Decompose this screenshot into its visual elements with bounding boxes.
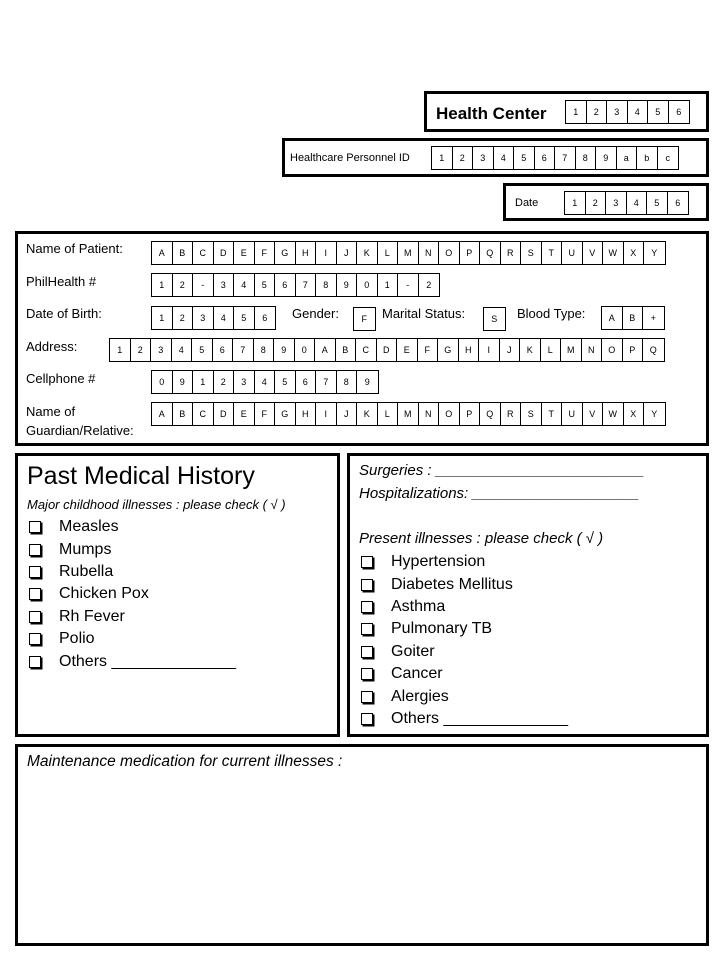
char-cell[interactable]: 1	[152, 274, 173, 296]
char-cell[interactable]: H	[296, 403, 317, 425]
patient-name-label: Name of Patient:	[26, 241, 123, 256]
char-cell[interactable]: H	[296, 242, 317, 264]
char-cell[interactable]: Q	[480, 403, 501, 425]
gender-cells[interactable]	[353, 307, 376, 331]
char-cell[interactable]: P	[460, 403, 481, 425]
char-cell[interactable]: 8	[254, 339, 275, 361]
char-cell[interactable]: 5	[514, 147, 535, 169]
char-cell[interactable]: D	[214, 403, 235, 425]
char-cell[interactable]: A	[152, 403, 173, 425]
past-history-title: Past Medical History	[27, 462, 255, 490]
health-center-cells[interactable]	[565, 100, 690, 124]
char-cell[interactable]: P	[623, 339, 644, 361]
checklist-item[interactable]	[361, 573, 701, 595]
char-cell[interactable]: 2	[586, 192, 607, 214]
present-illness-instruction: Present illnesses : please check ( √ )	[359, 530, 604, 547]
char-cell[interactable]: 6	[535, 147, 556, 169]
char-cell[interactable]: D	[377, 339, 398, 361]
char-cell[interactable]: A	[315, 339, 336, 361]
char-cell[interactable]: Y	[651, 248, 658, 258]
present-illness-box	[347, 453, 709, 737]
marital-status-cells[interactable]	[483, 307, 506, 331]
char-cell[interactable]: 9	[274, 339, 295, 361]
char-cell[interactable]: M	[398, 403, 419, 425]
checklist-item-label: Others ______________	[391, 709, 569, 727]
patient-info-box	[15, 231, 709, 446]
char-cell[interactable]: L	[541, 339, 562, 361]
char-cell[interactable]: 4	[494, 147, 515, 169]
checklist-item-label: Polio	[59, 630, 95, 648]
checklist-item-label: Pulmonary TB	[391, 620, 493, 638]
guardian-cells[interactable]	[151, 402, 666, 426]
char-cell[interactable]: U	[562, 403, 583, 425]
char-cell[interactable]: 1	[110, 339, 131, 361]
char-cell[interactable]: 3	[193, 307, 214, 329]
checkbox-icon[interactable]	[29, 656, 41, 668]
char-cell[interactable]: V	[583, 403, 604, 425]
date-label: Date	[515, 197, 539, 209]
char-cell[interactable]: E	[234, 403, 255, 425]
char-cell[interactable]: C	[356, 339, 377, 361]
char-cell[interactable]: b	[637, 147, 658, 169]
char-cell[interactable]: 8	[576, 147, 597, 169]
gender-label: Gender:	[292, 306, 339, 321]
checkbox-icon[interactable]	[29, 633, 41, 645]
char-cell[interactable]: 4	[628, 101, 649, 123]
char-cell[interactable]: 9	[364, 377, 370, 387]
past-history-box	[15, 453, 340, 737]
address-label: Address:	[26, 339, 78, 354]
char-cell[interactable]: 2	[131, 339, 152, 361]
childhood-illness-list	[29, 516, 329, 673]
char-cell[interactable]: I	[479, 339, 500, 361]
char-cell[interactable]: G	[438, 339, 459, 361]
char-cell[interactable]: H	[459, 339, 480, 361]
char-cell[interactable]: D	[214, 242, 235, 264]
char-cell[interactable]: 5	[234, 307, 255, 329]
char-cell[interactable]: 5	[275, 371, 296, 393]
checkbox-icon[interactable]	[361, 556, 373, 568]
char-cell[interactable]: 1	[566, 101, 587, 123]
personnel-id-cells[interactable]	[431, 146, 679, 170]
char-cell[interactable]: S	[521, 242, 542, 264]
char-cell[interactable]: I	[316, 403, 337, 425]
char-cell[interactable]: 6	[275, 274, 296, 296]
checkbox-icon[interactable]	[361, 646, 373, 658]
char-cell[interactable]: 1	[432, 147, 453, 169]
maintenance-title: Maintenance medication for current illnesses :	[27, 753, 343, 770]
char-cell[interactable]: B	[336, 339, 357, 361]
checkbox-icon[interactable]	[361, 691, 373, 703]
char-cell[interactable]: -	[193, 274, 214, 296]
checkbox-icon[interactable]	[29, 566, 41, 578]
char-cell[interactable]: 6	[262, 313, 268, 323]
marital-status-label: Marital Status:	[382, 306, 466, 321]
char-cell[interactable]: -	[398, 274, 419, 296]
personnel-id-box	[282, 138, 709, 177]
checklist-item[interactable]	[29, 650, 329, 672]
guardian-label-line2: Guardian/Relative:	[26, 423, 134, 438]
char-cell[interactable]: N	[419, 242, 440, 264]
char-cell[interactable]: 3	[607, 101, 628, 123]
maintenance-notes-area[interactable]	[27, 777, 697, 934]
health-center-box	[424, 91, 709, 132]
hospitalizations-field[interactable]: Hospitalizations: ____________________	[359, 485, 640, 502]
char-cell[interactable]: 5	[648, 101, 669, 123]
char-cell[interactable]: 0	[152, 371, 173, 393]
checklist-item-label: Diabetes Mellitus	[391, 575, 513, 593]
checklist-item-label: Goiter	[391, 642, 435, 660]
char-cell[interactable]: 3	[473, 147, 494, 169]
char-cell[interactable]: B	[623, 307, 644, 329]
checklist-item-label: Cancer	[391, 665, 443, 683]
philhealth-label: PhilHealth #	[26, 274, 97, 289]
cellphone-cells[interactable]	[151, 370, 379, 394]
checkbox-icon[interactable]	[361, 579, 373, 591]
char-cell[interactable]: 6	[213, 339, 234, 361]
char-cell[interactable]: 3	[606, 192, 627, 214]
char-cell[interactable]: E	[397, 339, 418, 361]
char-cell[interactable]: L	[378, 403, 399, 425]
checklist-item[interactable]	[361, 596, 701, 618]
char-cell[interactable]: 7	[316, 371, 337, 393]
health-center-label: Health Center	[436, 104, 547, 123]
char-cell[interactable]: F	[418, 339, 439, 361]
checklist-item[interactable]	[361, 641, 701, 663]
char-cell[interactable]: F	[255, 403, 276, 425]
char-cell[interactable]: 8	[337, 371, 358, 393]
char-cell[interactable]: L	[378, 242, 399, 264]
char-cell[interactable]: 2	[426, 280, 432, 290]
char-cell[interactable]: 4	[627, 192, 648, 214]
checklist-item-label: Chicken Pox	[59, 585, 149, 603]
checklist-item[interactable]	[361, 618, 701, 640]
char-cell[interactable]: 3	[151, 339, 172, 361]
char-cell[interactable]: 9	[337, 274, 358, 296]
char-cell[interactable]: T	[542, 403, 563, 425]
blood-type-cells[interactable]	[601, 306, 665, 330]
checkbox-icon[interactable]	[29, 544, 41, 556]
checklist-item[interactable]	[29, 628, 329, 650]
char-cell[interactable]: K	[520, 339, 541, 361]
char-cell[interactable]: G	[275, 403, 296, 425]
char-cell[interactable]: R	[501, 403, 522, 425]
surgeries-field[interactable]: Surgeries : _________________________	[359, 462, 645, 479]
char-cell[interactable]: 1	[378, 274, 399, 296]
checklist-item[interactable]	[361, 685, 701, 707]
checklist-item-label: Asthma	[391, 597, 446, 615]
address-cells[interactable]	[109, 338, 665, 362]
char-cell[interactable]: 5	[647, 192, 668, 214]
checklist-item-label: Alergies	[391, 687, 449, 705]
checkbox-icon[interactable]	[29, 521, 41, 533]
personnel-id-label: Healthcare Personnel ID	[290, 152, 410, 164]
char-cell[interactable]: 4	[255, 371, 276, 393]
char-cell[interactable]: A	[602, 307, 623, 329]
char-cell[interactable]: B	[173, 403, 194, 425]
char-cell[interactable]: C	[193, 403, 214, 425]
char-cell[interactable]: O	[439, 242, 460, 264]
checklist-item-label: Rubella	[59, 562, 114, 580]
guardian-label-line1: Name of	[26, 404, 76, 419]
char-cell[interactable]: Q	[649, 345, 657, 355]
checkbox-icon[interactable]	[29, 588, 41, 600]
char-cell[interactable]: U	[562, 242, 583, 264]
char-cell[interactable]: P	[460, 242, 481, 264]
char-cell[interactable]: a	[617, 147, 638, 169]
present-illness-list	[361, 551, 701, 730]
char-cell[interactable]: 7	[296, 274, 317, 296]
date-box	[503, 183, 709, 221]
checklist-item[interactable]	[29, 516, 329, 538]
char-cell[interactable]: J	[500, 339, 521, 361]
char-cell[interactable]: J	[337, 242, 358, 264]
char-cell[interactable]: N	[419, 403, 440, 425]
char-cell[interactable]: 1	[152, 307, 173, 329]
char-cell[interactable]: 1	[565, 192, 586, 214]
char-cell[interactable]: Q	[480, 242, 501, 264]
checkbox-icon[interactable]	[361, 623, 373, 635]
char-cell[interactable]: E	[234, 242, 255, 264]
char-cell[interactable]: 4	[172, 339, 193, 361]
checklist-item-label: Mumps	[59, 540, 112, 558]
checklist-item-label: Hypertension	[391, 553, 486, 571]
char-cell[interactable]: V	[583, 242, 604, 264]
char-cell[interactable]: 4	[234, 274, 255, 296]
char-cell[interactable]: 3	[214, 274, 235, 296]
char-cell[interactable]: W	[603, 242, 624, 264]
checklist-item-label: Rh Fever	[59, 607, 125, 625]
char-cell[interactable]: 8	[316, 274, 337, 296]
char-cell[interactable]: 7	[555, 147, 576, 169]
char-cell[interactable]: 2	[173, 307, 194, 329]
char-cell[interactable]: 2	[587, 101, 608, 123]
char-cell[interactable]: G	[275, 242, 296, 264]
char-cell[interactable]: A	[152, 242, 173, 264]
char-cell[interactable]: J	[337, 403, 358, 425]
philhealth-cells[interactable]	[151, 273, 440, 297]
char-cell[interactable]: c	[665, 153, 670, 163]
checkbox-icon[interactable]	[361, 601, 373, 613]
char-cell[interactable]: 2	[453, 147, 474, 169]
char-cell[interactable]: 7	[233, 339, 254, 361]
char-cell[interactable]: 4	[214, 307, 235, 329]
char-cell[interactable]: 2	[173, 274, 194, 296]
checklist-item[interactable]	[29, 538, 329, 560]
checkbox-icon[interactable]	[361, 668, 373, 680]
checklist-item[interactable]	[361, 551, 701, 573]
char-cell[interactable]: F	[255, 242, 276, 264]
checklist-item-label: Others ______________	[59, 652, 237, 670]
char-cell[interactable]: S	[491, 314, 498, 324]
char-cell[interactable]: R	[501, 242, 522, 264]
patient-name-cells[interactable]	[151, 241, 666, 265]
char-cell[interactable]: O	[602, 339, 623, 361]
char-cell[interactable]: S	[521, 403, 542, 425]
char-cell[interactable]: 6	[296, 371, 317, 393]
char-cell[interactable]: 0	[295, 339, 316, 361]
dob-label: Date of Birth:	[26, 306, 102, 321]
char-cell[interactable]: 5	[192, 339, 213, 361]
char-cell[interactable]: C	[193, 242, 214, 264]
dob-cells[interactable]	[151, 306, 276, 330]
char-cell[interactable]: F	[361, 314, 367, 324]
char-cell[interactable]: I	[316, 242, 337, 264]
char-cell[interactable]: N	[582, 339, 603, 361]
checkbox-icon[interactable]	[361, 713, 373, 725]
blood-type-label: Blood Type:	[517, 306, 586, 321]
char-cell[interactable]: 5	[255, 274, 276, 296]
char-cell[interactable]: T	[542, 242, 563, 264]
checklist-item[interactable]	[29, 561, 329, 583]
checklist-item[interactable]	[361, 663, 701, 685]
char-cell[interactable]: M	[398, 242, 419, 264]
checkbox-icon[interactable]	[29, 611, 41, 623]
char-cell[interactable]: 9	[173, 371, 194, 393]
char-cell[interactable]: K	[357, 403, 378, 425]
char-cell[interactable]: K	[357, 242, 378, 264]
char-cell[interactable]: 2	[214, 371, 235, 393]
char-cell[interactable]: 9	[596, 147, 617, 169]
char-cell[interactable]: 1	[193, 371, 214, 393]
char-cell[interactable]: 6	[676, 107, 682, 117]
char-cell[interactable]: 6	[675, 198, 681, 208]
cellphone-label: Cellphone #	[26, 371, 96, 386]
char-cell[interactable]: 0	[357, 274, 378, 296]
checklist-item-label: Measles	[59, 518, 119, 536]
char-cell[interactable]: B	[173, 242, 194, 264]
char-cell[interactable]: X	[624, 242, 645, 264]
childhood-illness-instruction: Major childhood illnesses : please check ( √ )	[27, 497, 286, 512]
char-cell[interactable]: X	[624, 403, 645, 425]
char-cell[interactable]: O	[439, 403, 460, 425]
date-cells[interactable]	[564, 191, 689, 215]
checklist-item[interactable]	[29, 583, 329, 605]
char-cell[interactable]: 3	[234, 371, 255, 393]
checklist-item[interactable]	[29, 606, 329, 628]
char-cell[interactable]: W	[603, 403, 624, 425]
maintenance-box	[15, 744, 709, 946]
char-cell[interactable]: Y	[651, 409, 658, 419]
checklist-item[interactable]	[361, 708, 701, 730]
char-cell[interactable]: M	[561, 339, 582, 361]
char-cell[interactable]: +	[650, 313, 656, 323]
